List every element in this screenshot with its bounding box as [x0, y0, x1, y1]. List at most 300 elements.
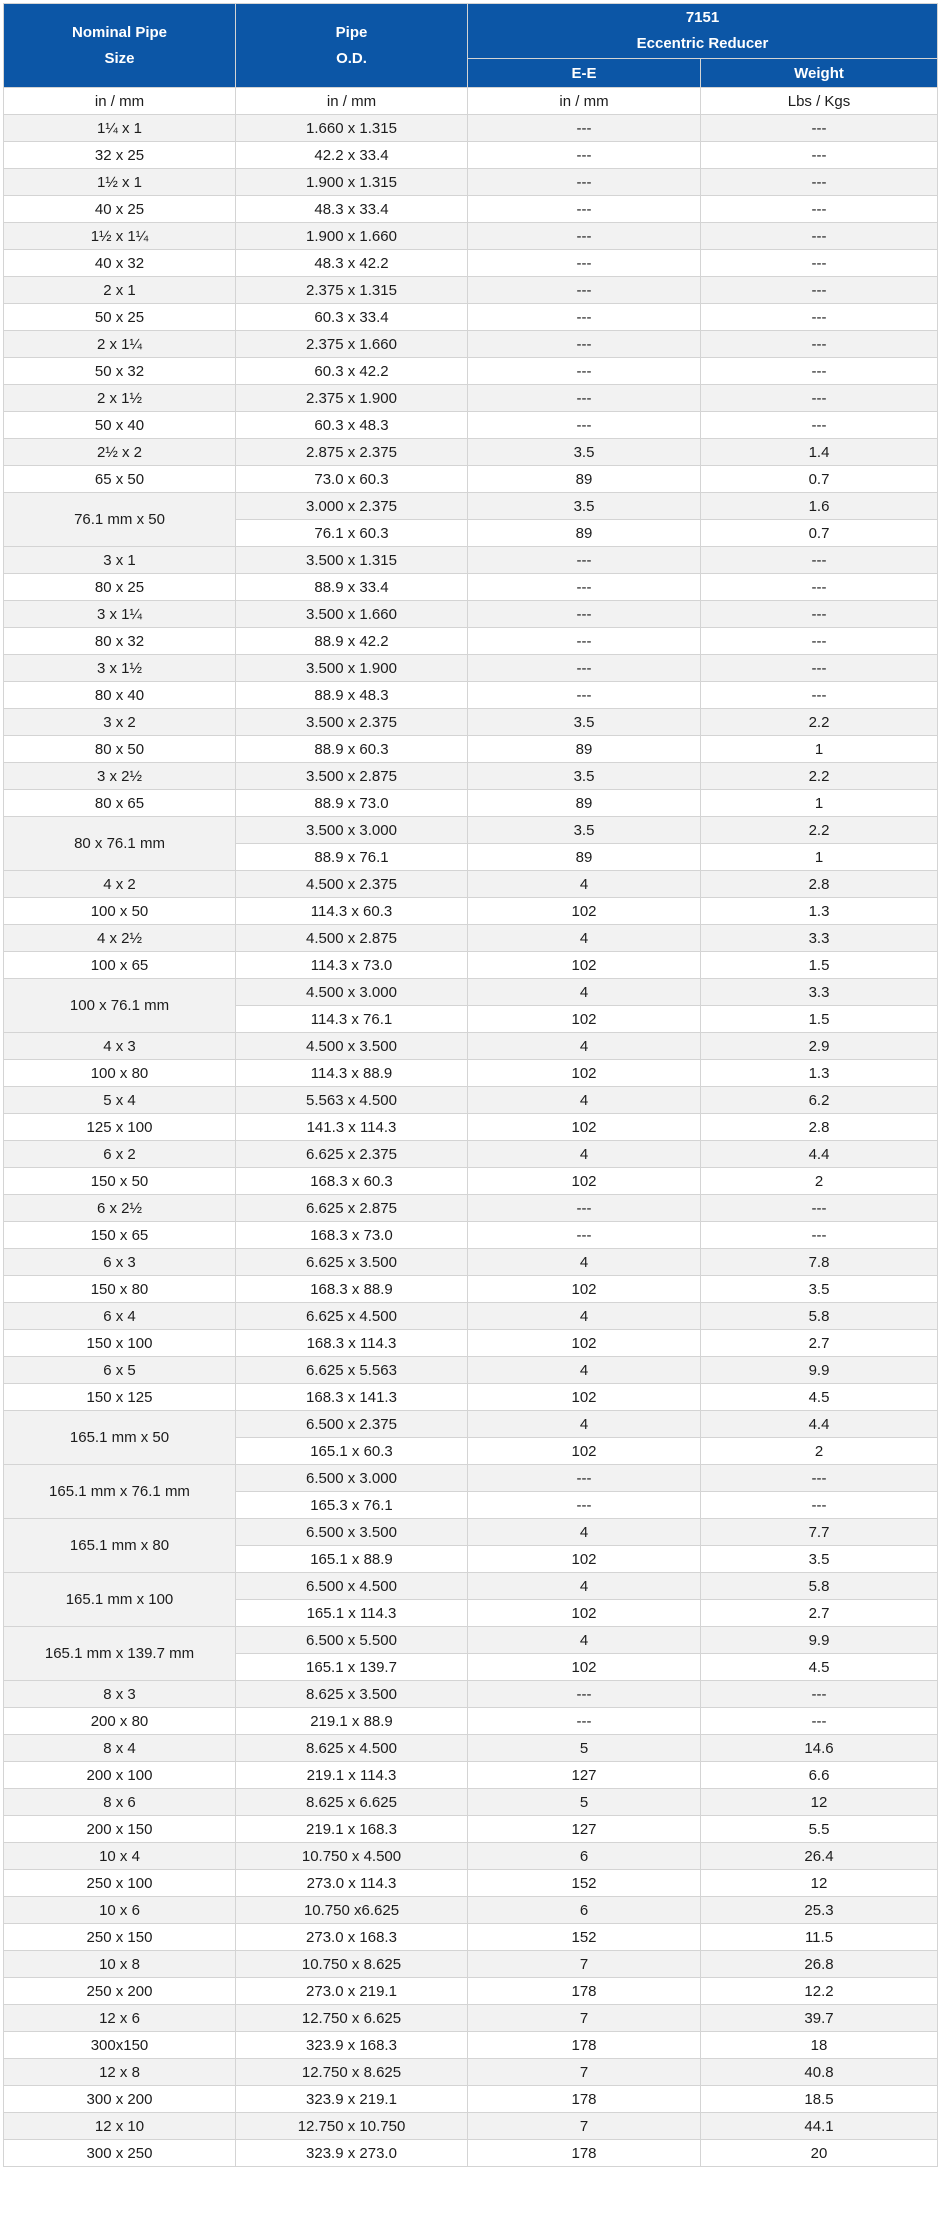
- weight-cell: 12: [701, 1870, 938, 1897]
- pipe-od-cell: 3.500 x 1.315: [236, 547, 468, 574]
- table-row: [4, 817, 938, 844]
- nominal-size-cell: 6 x 3: [4, 1249, 236, 1276]
- weight-cell: 20: [701, 2140, 938, 2167]
- weight-cell: 40.8: [701, 2059, 938, 2086]
- table-row: [4, 2113, 938, 2140]
- pipe-od-cell: 10.750 x6.625: [236, 1897, 468, 1924]
- table-row: [4, 2059, 938, 2086]
- weight-cell: 2.8: [701, 871, 938, 898]
- pipe-od-cell: 273.0 x 219.1: [236, 1978, 468, 2005]
- weight-cell: ---: [701, 628, 938, 655]
- pipe-od-cell: 6.500 x 3.000: [236, 1465, 468, 1492]
- table-row: [4, 1087, 938, 1114]
- e-e-cell: 7: [468, 2113, 701, 2140]
- eccentric-reducer-spec-table: [3, 3, 938, 2167]
- nominal-size-cell: 250 x 200: [4, 1978, 236, 2005]
- e-e-cell: 102: [468, 1384, 701, 1411]
- pipe-od-cell: 114.3 x 60.3: [236, 898, 468, 925]
- pipe-od-cell: 219.1 x 168.3: [236, 1816, 468, 1843]
- weight-cell: 1.5: [701, 1006, 938, 1033]
- e-e-cell: ---: [468, 385, 701, 412]
- table-body: [4, 88, 938, 2167]
- weight-cell: 18: [701, 2032, 938, 2059]
- weight-cell: 0.7: [701, 466, 938, 493]
- pipe-od-cell: 1.900 x 1.660: [236, 223, 468, 250]
- e-e-cell: ---: [468, 574, 701, 601]
- weight-cell: 2: [701, 1168, 938, 1195]
- pipe-od-cell: 165.1 x 114.3: [236, 1600, 468, 1627]
- table-row: [4, 2005, 938, 2032]
- nominal-size-cell: 50 x 32: [4, 358, 236, 385]
- nominal-size-cell: 12 x 8: [4, 2059, 236, 2086]
- e-e-cell: 102: [468, 1438, 701, 1465]
- table-row: [4, 1735, 938, 1762]
- table-row: [4, 1870, 938, 1897]
- table-row: [4, 1627, 938, 1654]
- pipe-od-cell: 165.1 x 88.9: [236, 1546, 468, 1573]
- nominal-size-cell: 40 x 25: [4, 196, 236, 223]
- weight-cell: ---: [701, 196, 938, 223]
- weight-cell: ---: [701, 250, 938, 277]
- nominal-size-cell: 100 x 50: [4, 898, 236, 925]
- pipe-od-cell: 60.3 x 42.2: [236, 358, 468, 385]
- e-e-cell: 102: [468, 1060, 701, 1087]
- nominal-size-cell: 50 x 25: [4, 304, 236, 331]
- nominal-size-cell: 300 x 200: [4, 2086, 236, 2113]
- table-row: [4, 1708, 938, 1735]
- header-e-e: E-E: [468, 59, 701, 88]
- table-row: [4, 1519, 938, 1546]
- e-e-cell: ---: [468, 142, 701, 169]
- weight-cell: 1.4: [701, 439, 938, 466]
- table-row: [4, 736, 938, 763]
- pipe-od-cell: 3.000 x 2.375: [236, 493, 468, 520]
- pipe-od-cell: 6.500 x 4.500: [236, 1573, 468, 1600]
- pipe-od-cell: 219.1 x 114.3: [236, 1762, 468, 1789]
- e-e-cell: ---: [468, 1222, 701, 1249]
- nominal-size-cell: 6 x 4: [4, 1303, 236, 1330]
- pipe-od-cell: 12.750 x 6.625: [236, 2005, 468, 2032]
- pipe-od-cell: 88.9 x 60.3: [236, 736, 468, 763]
- pipe-od-cell: 1.660 x 1.315: [236, 115, 468, 142]
- nominal-size-cell: 8 x 3: [4, 1681, 236, 1708]
- e-e-cell: 3.5: [468, 493, 701, 520]
- e-e-cell: 4: [468, 1573, 701, 1600]
- weight-cell: 4.5: [701, 1384, 938, 1411]
- pipe-od-cell: 60.3 x 48.3: [236, 412, 468, 439]
- table-row: [4, 655, 938, 682]
- weight-cell: 2: [701, 1438, 938, 1465]
- e-e-cell: ---: [468, 1465, 701, 1492]
- weight-cell: 5.8: [701, 1303, 938, 1330]
- pipe-od-cell: 3.500 x 3.000: [236, 817, 468, 844]
- nominal-size-cell: 10 x 8: [4, 1951, 236, 1978]
- pipe-od-cell: 6.625 x 2.375: [236, 1141, 468, 1168]
- e-e-cell: 102: [468, 1600, 701, 1627]
- nominal-size-cell: 125 x 100: [4, 1114, 236, 1141]
- nominal-size-cell: 165.1 mm x 139.7 mm: [4, 1627, 236, 1681]
- table-header: [4, 4, 938, 88]
- nominal-size-cell: 300 x 250: [4, 2140, 236, 2167]
- e-e-cell: ---: [468, 250, 701, 277]
- pipe-od-cell: 2.875 x 2.375: [236, 439, 468, 466]
- weight-cell: 7.8: [701, 1249, 938, 1276]
- weight-cell: 6.2: [701, 1087, 938, 1114]
- e-e-cell: 4: [468, 1141, 701, 1168]
- nominal-size-cell: 2 x 1: [4, 277, 236, 304]
- pipe-od-cell: 114.3 x 88.9: [236, 1060, 468, 1087]
- pipe-od-cell: 6.625 x 4.500: [236, 1303, 468, 1330]
- weight-cell: ---: [701, 358, 938, 385]
- table-row: [4, 331, 938, 358]
- pipe-od-cell: 88.9 x 42.2: [236, 628, 468, 655]
- weight-cell: 3.5: [701, 1546, 938, 1573]
- header-pipe-od: [236, 4, 468, 88]
- e-e-cell: ---: [468, 115, 701, 142]
- pipe-od-cell: 4.500 x 2.375: [236, 871, 468, 898]
- table-row: [4, 1249, 938, 1276]
- weight-cell: 3.5: [701, 1276, 938, 1303]
- pipe-od-cell: 6.500 x 3.500: [236, 1519, 468, 1546]
- e-e-cell: 7: [468, 2005, 701, 2032]
- table-row: [4, 358, 938, 385]
- e-e-cell: ---: [468, 547, 701, 574]
- weight-cell: 26.8: [701, 1951, 938, 1978]
- pipe-od-cell: 3.500 x 1.660: [236, 601, 468, 628]
- weight-cell: 14.6: [701, 1735, 938, 1762]
- weight-cell: ---: [701, 115, 938, 142]
- nominal-size-cell: 10 x 6: [4, 1897, 236, 1924]
- table-row: [4, 1681, 938, 1708]
- weight-cell: 1.3: [701, 898, 938, 925]
- weight-cell: ---: [701, 169, 938, 196]
- pipe-od-cell: 48.3 x 33.4: [236, 196, 468, 223]
- pipe-od-cell: 3.500 x 1.900: [236, 655, 468, 682]
- nominal-size-cell: 12 x 6: [4, 2005, 236, 2032]
- nominal-size-cell: 1½ x 1: [4, 169, 236, 196]
- weight-cell: ---: [701, 1222, 938, 1249]
- nominal-size-cell: 165.1 mm x 80: [4, 1519, 236, 1573]
- weight-cell: ---: [701, 601, 938, 628]
- spec-table-container: [3, 0, 937, 2167]
- e-e-cell: ---: [468, 169, 701, 196]
- pipe-od-cell: 323.9 x 273.0: [236, 2140, 468, 2167]
- nominal-size-cell: 250 x 100: [4, 1870, 236, 1897]
- e-e-cell: 3.5: [468, 763, 701, 790]
- e-e-cell: ---: [468, 358, 701, 385]
- pipe-od-cell: 168.3 x 60.3: [236, 1168, 468, 1195]
- table-row: [4, 1951, 938, 1978]
- nominal-size-cell: 8 x 6: [4, 1789, 236, 1816]
- weight-cell: 2.2: [701, 763, 938, 790]
- pipe-od-cell: 2.375 x 1.315: [236, 277, 468, 304]
- pipe-od-cell: 12.750 x 8.625: [236, 2059, 468, 2086]
- e-e-cell: 4: [468, 1411, 701, 1438]
- e-e-cell: 4: [468, 925, 701, 952]
- weight-cell: 1: [701, 844, 938, 871]
- table-row: [4, 1384, 938, 1411]
- e-e-cell: 4: [468, 1303, 701, 1330]
- weight-cell: 1: [701, 736, 938, 763]
- e-e-cell: ---: [468, 331, 701, 358]
- nominal-size-cell: 80 x 32: [4, 628, 236, 655]
- pipe-od-cell: 88.9 x 73.0: [236, 790, 468, 817]
- weight-cell: 2.2: [701, 817, 938, 844]
- nominal-size-cell: 200 x 80: [4, 1708, 236, 1735]
- pipe-od-cell: 323.9 x 168.3: [236, 2032, 468, 2059]
- pipe-od-cell: 6.500 x 5.500: [236, 1627, 468, 1654]
- e-e-cell: ---: [468, 304, 701, 331]
- nominal-size-cell: 80 x 25: [4, 574, 236, 601]
- nominal-size-cell: 2½ x 2: [4, 439, 236, 466]
- e-e-cell: ---: [468, 1681, 701, 1708]
- units-cell-size: in / mm: [4, 88, 236, 115]
- e-e-cell: 89: [468, 466, 701, 493]
- nominal-size-cell: 4 x 3: [4, 1033, 236, 1060]
- table-row: [4, 466, 938, 493]
- e-e-cell: 152: [468, 1870, 701, 1897]
- pipe-od-cell: 6.625 x 2.875: [236, 1195, 468, 1222]
- pipe-od-cell: 6.625 x 5.563: [236, 1357, 468, 1384]
- nominal-size-cell: 150 x 50: [4, 1168, 236, 1195]
- header-nominal-pipe-size-line2: Size: [104, 49, 135, 67]
- nominal-size-cell: 6 x 2½: [4, 1195, 236, 1222]
- nominal-size-cell: 80 x 40: [4, 682, 236, 709]
- table-row: [4, 1033, 938, 1060]
- nominal-size-cell: 4 x 2: [4, 871, 236, 898]
- e-e-cell: 102: [468, 1114, 701, 1141]
- pipe-od-cell: 48.3 x 42.2: [236, 250, 468, 277]
- nominal-size-cell: 12 x 10: [4, 2113, 236, 2140]
- nominal-size-cell: 200 x 150: [4, 1816, 236, 1843]
- table-row: [4, 547, 938, 574]
- pipe-od-cell: 6.625 x 3.500: [236, 1249, 468, 1276]
- pipe-od-cell: 76.1 x 60.3: [236, 520, 468, 547]
- weight-cell: 2.7: [701, 1600, 938, 1627]
- table-row: [4, 2086, 938, 2113]
- table-row: [4, 952, 938, 979]
- weight-cell: 4.4: [701, 1141, 938, 1168]
- weight-cell: ---: [701, 304, 938, 331]
- e-e-cell: 89: [468, 790, 701, 817]
- e-e-cell: 178: [468, 2140, 701, 2167]
- pipe-od-cell: 8.625 x 3.500: [236, 1681, 468, 1708]
- e-e-cell: 5: [468, 1735, 701, 1762]
- pipe-od-cell: 73.0 x 60.3: [236, 466, 468, 493]
- weight-cell: ---: [701, 1195, 938, 1222]
- e-e-cell: 3.5: [468, 709, 701, 736]
- table-row: [4, 1789, 938, 1816]
- weight-cell: 9.9: [701, 1627, 938, 1654]
- weight-cell: ---: [701, 547, 938, 574]
- e-e-cell: 102: [468, 1168, 701, 1195]
- table-row: [4, 385, 938, 412]
- e-e-cell: 6: [468, 1843, 701, 1870]
- table-row: [4, 169, 938, 196]
- nominal-size-cell: 100 x 76.1 mm: [4, 979, 236, 1033]
- table-row: [4, 601, 938, 628]
- pipe-od-cell: 3.500 x 2.375: [236, 709, 468, 736]
- nominal-size-cell: 150 x 125: [4, 1384, 236, 1411]
- weight-cell: 3.3: [701, 925, 938, 952]
- e-e-cell: 4: [468, 871, 701, 898]
- nominal-size-cell: 200 x 100: [4, 1762, 236, 1789]
- units-row: [4, 88, 938, 115]
- table-row: [4, 1357, 938, 1384]
- weight-cell: ---: [701, 1708, 938, 1735]
- e-e-cell: ---: [468, 601, 701, 628]
- e-e-cell: 102: [468, 1546, 701, 1573]
- e-e-cell: 4: [468, 1033, 701, 1060]
- weight-cell: 1.3: [701, 1060, 938, 1087]
- weight-cell: 12.2: [701, 1978, 938, 2005]
- pipe-od-cell: 165.3 x 76.1: [236, 1492, 468, 1519]
- table-row: [4, 412, 938, 439]
- weight-cell: ---: [701, 1465, 938, 1492]
- e-e-cell: 7: [468, 2059, 701, 2086]
- nominal-size-cell: 3 x 1¼: [4, 601, 236, 628]
- weight-cell: 11.5: [701, 1924, 938, 1951]
- pipe-od-cell: 4.500 x 3.000: [236, 979, 468, 1006]
- e-e-cell: 5: [468, 1789, 701, 1816]
- table-row: [4, 196, 938, 223]
- nominal-size-cell: 6 x 5: [4, 1357, 236, 1384]
- weight-cell: 12: [701, 1789, 938, 1816]
- table-row: [4, 1897, 938, 1924]
- nominal-size-cell: 6 x 2: [4, 1141, 236, 1168]
- e-e-cell: ---: [468, 223, 701, 250]
- table-row: [4, 1168, 938, 1195]
- weight-cell: 9.9: [701, 1357, 938, 1384]
- nominal-size-cell: 2 x 1½: [4, 385, 236, 412]
- header-nominal-pipe-size: [4, 4, 236, 88]
- nominal-size-cell: 8 x 4: [4, 1735, 236, 1762]
- weight-cell: 2.8: [701, 1114, 938, 1141]
- pipe-od-cell: 10.750 x 4.500: [236, 1843, 468, 1870]
- table-row: [4, 115, 938, 142]
- e-e-cell: 152: [468, 1924, 701, 1951]
- table-row: [4, 1303, 938, 1330]
- e-e-cell: ---: [468, 655, 701, 682]
- nominal-size-cell: 80 x 76.1 mm: [4, 817, 236, 871]
- weight-cell: ---: [701, 574, 938, 601]
- table-row: [4, 493, 938, 520]
- weight-cell: ---: [701, 655, 938, 682]
- e-e-cell: 102: [468, 1276, 701, 1303]
- nominal-size-cell: 4 x 2½: [4, 925, 236, 952]
- weight-cell: 1: [701, 790, 938, 817]
- e-e-cell: 102: [468, 952, 701, 979]
- nominal-size-cell: 32 x 25: [4, 142, 236, 169]
- e-e-cell: ---: [468, 628, 701, 655]
- pipe-od-cell: 6.500 x 2.375: [236, 1411, 468, 1438]
- pipe-od-cell: 168.3 x 141.3: [236, 1384, 468, 1411]
- table-row: [4, 1060, 938, 1087]
- e-e-cell: 102: [468, 1006, 701, 1033]
- nominal-size-cell: 100 x 65: [4, 952, 236, 979]
- table-row: [4, 628, 938, 655]
- table-row: [4, 1843, 938, 1870]
- weight-cell: 2.7: [701, 1330, 938, 1357]
- table-row: [4, 1114, 938, 1141]
- nominal-size-cell: 3 x 2½: [4, 763, 236, 790]
- pipe-od-cell: 114.3 x 73.0: [236, 952, 468, 979]
- weight-cell: 25.3: [701, 1897, 938, 1924]
- e-e-cell: 127: [468, 1762, 701, 1789]
- nominal-size-cell: 100 x 80: [4, 1060, 236, 1087]
- nominal-size-cell: 150 x 100: [4, 1330, 236, 1357]
- e-e-cell: 89: [468, 736, 701, 763]
- pipe-od-cell: 88.9 x 48.3: [236, 682, 468, 709]
- pipe-od-cell: 8.625 x 4.500: [236, 1735, 468, 1762]
- weight-cell: ---: [701, 385, 938, 412]
- e-e-cell: ---: [468, 1195, 701, 1222]
- e-e-cell: 3.5: [468, 439, 701, 466]
- weight-cell: ---: [701, 682, 938, 709]
- table-row: [4, 1411, 938, 1438]
- pipe-od-cell: 114.3 x 76.1: [236, 1006, 468, 1033]
- nominal-size-cell: 80 x 50: [4, 736, 236, 763]
- weight-cell: ---: [701, 412, 938, 439]
- table-row: [4, 277, 938, 304]
- table-row: [4, 574, 938, 601]
- nominal-size-cell: 65 x 50: [4, 466, 236, 493]
- table-row: [4, 979, 938, 1006]
- nominal-size-cell: 165.1 mm x 100: [4, 1573, 236, 1627]
- nominal-size-cell: 5 x 4: [4, 1087, 236, 1114]
- pipe-od-cell: 60.3 x 33.4: [236, 304, 468, 331]
- weight-cell: 6.6: [701, 1762, 938, 1789]
- weight-cell: 4.4: [701, 1411, 938, 1438]
- pipe-od-cell: 219.1 x 88.9: [236, 1708, 468, 1735]
- header-weight: Weight: [701, 59, 938, 88]
- table-row: [4, 1330, 938, 1357]
- nominal-size-cell: 150 x 65: [4, 1222, 236, 1249]
- pipe-od-cell: 273.0 x 114.3: [236, 1870, 468, 1897]
- header-pipe-od-line2: O.D.: [336, 49, 367, 67]
- nominal-size-cell: 1¼ x 1: [4, 115, 236, 142]
- header-product-group: [468, 4, 938, 59]
- header-nominal-pipe-size-line1: Nominal Pipe: [71, 23, 168, 41]
- weight-cell: ---: [701, 1681, 938, 1708]
- e-e-cell: 178: [468, 2032, 701, 2059]
- weight-cell: 1.6: [701, 493, 938, 520]
- e-e-cell: 3.5: [468, 817, 701, 844]
- table-row: [4, 682, 938, 709]
- pipe-od-cell: 323.9 x 219.1: [236, 2086, 468, 2113]
- header-product-number: 7151: [685, 9, 720, 27]
- nominal-size-cell: 1½ x 1¼: [4, 223, 236, 250]
- nominal-size-cell: 165.1 mm x 76.1 mm: [4, 1465, 236, 1519]
- e-e-cell: 102: [468, 898, 701, 925]
- table-row: [4, 304, 938, 331]
- weight-cell: 2.9: [701, 1033, 938, 1060]
- e-e-cell: 4: [468, 979, 701, 1006]
- nominal-size-cell: 40 x 32: [4, 250, 236, 277]
- table-row: [4, 790, 938, 817]
- weight-cell: 5.5: [701, 1816, 938, 1843]
- table-row: [4, 763, 938, 790]
- e-e-cell: 7: [468, 1951, 701, 1978]
- nominal-size-cell: 2 x 1¼: [4, 331, 236, 358]
- nominal-size-cell: 3 x 2: [4, 709, 236, 736]
- pipe-od-cell: 10.750 x 8.625: [236, 1951, 468, 1978]
- table-row: [4, 871, 938, 898]
- table-row: [4, 2140, 938, 2167]
- table-row: [4, 250, 938, 277]
- nominal-size-cell: 3 x 1½: [4, 655, 236, 682]
- e-e-cell: 4: [468, 1249, 701, 1276]
